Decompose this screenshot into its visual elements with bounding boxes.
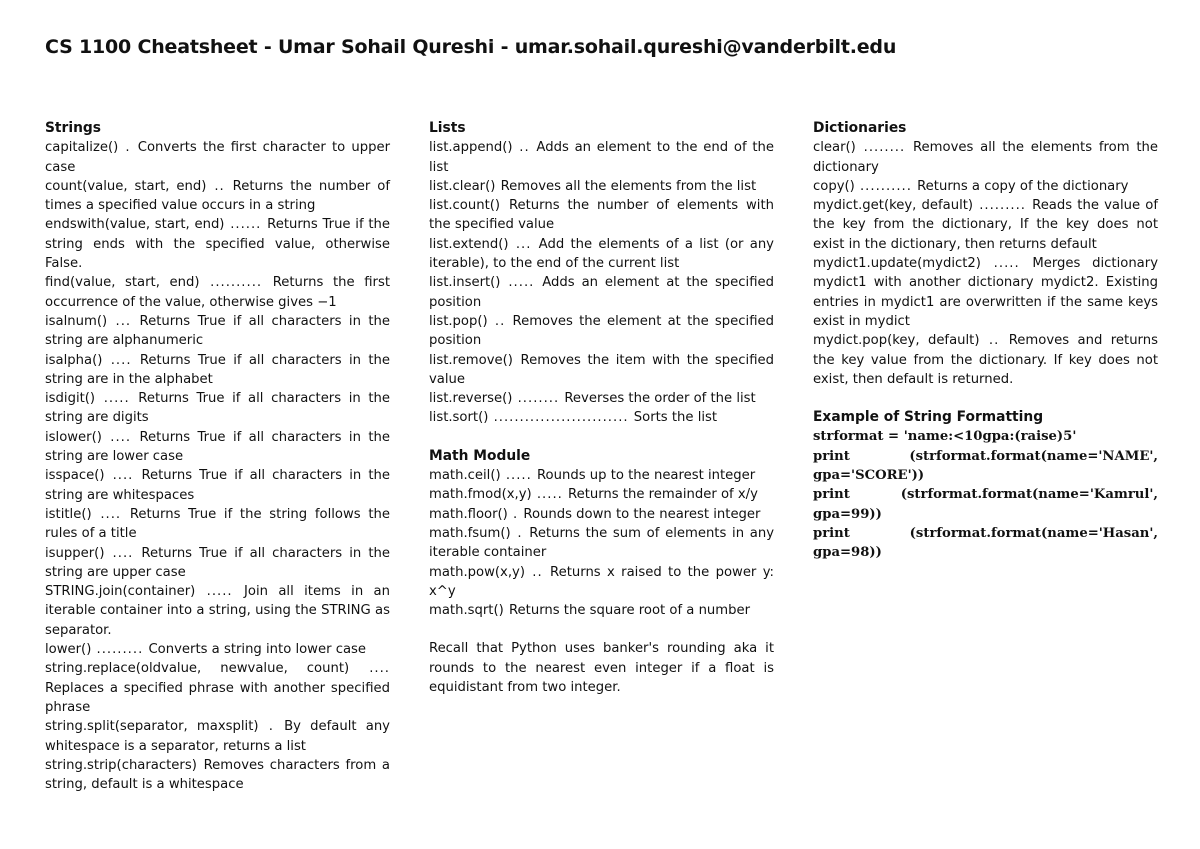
dictionaries-heading: Dictionaries (813, 120, 907, 136)
leader-dots: .... (91, 506, 130, 522)
function-description: Returns True if all characters in the string are digits (45, 391, 390, 426)
function-description: Returns the sum of elements in any iterable container (429, 525, 774, 561)
function-description: Reads the value of the key from the dictionary, If the key does not exist in the dictionary, then returns default (813, 198, 1158, 252)
function-description: Removes and returns the key value from the dictionary. If key does not exist, then default is returned. (813, 333, 1158, 387)
dictionaries-column (813, 119, 1158, 563)
lists-entry (429, 196, 774, 235)
code-line: print (strformat.format(name='Hasan', gpa=98)) (813, 525, 1158, 561)
function-name: clear() (813, 140, 856, 156)
strings-entry (45, 756, 390, 795)
leader-dots: . (510, 525, 530, 541)
leader-dots (197, 758, 204, 773)
function-description: Removes all the elements from the list (500, 178, 757, 194)
math-entry (429, 601, 774, 620)
leader-dots: ..... (500, 468, 537, 484)
strings-entry (45, 544, 390, 583)
function-description: Sorts the list (633, 410, 718, 426)
leader-dots: .. (487, 313, 513, 329)
function-name: math.sqrt() (429, 603, 504, 619)
function-name: math.floor() (429, 506, 508, 522)
leader-dots: .......................... (488, 410, 634, 426)
code-line: print (strformat.format(name='Kamrul', gpa=99)) (813, 487, 1158, 522)
function-description: Removes the element at the specified position (429, 313, 774, 349)
math-list (429, 466, 774, 620)
function-name: string.strip(characters) (45, 757, 197, 773)
function-name: list.extend() (429, 236, 509, 252)
function-name: math.fmod(x,y) (429, 487, 532, 503)
function-name: string.replace(oldvalue, newvalue, count) (45, 661, 350, 677)
leader-dots: .... (101, 429, 140, 445)
leader-dots: .. (524, 564, 551, 580)
function-description: Returns True if all characters in the string are in the alphabet (45, 352, 390, 387)
leader-dots: ...... (224, 217, 268, 233)
leader-dots: . (258, 719, 285, 735)
leader-dots: ..... (195, 584, 244, 600)
code-line: print (strformat.format(name='NAME', gpa='SCORE')) (813, 448, 1158, 484)
lists-entry (429, 273, 774, 312)
function-description: Returns True if all characters in the string are upper case (45, 545, 390, 580)
page-title: CS 1100 Cheatsheet - Umar Sohail Qureshi - umar.sohail.qureshi@vanderbilt.edu (45, 36, 897, 58)
formatting-code (813, 427, 1158, 562)
function-description: Reverses the order of the list (564, 391, 756, 407)
function-name: STRING.join(container) (45, 584, 196, 600)
function-description: Returns True if all characters in the string are alphanumeric (45, 313, 390, 349)
function-description: Removes all the elements from the dictionary (813, 140, 1158, 175)
function-description: Returns the number of times a specified value occurs in a string (45, 178, 390, 214)
function-description: Rounds up to the nearest integer (536, 468, 756, 484)
function-name: capitalize() (45, 140, 119, 156)
leader-dots: .... (104, 545, 142, 561)
function-name: list.append() (429, 140, 513, 156)
function-description: Returns True if all characters in the string are lower case (45, 429, 390, 465)
leader-dots: .... (104, 468, 142, 484)
strings-entry (45, 659, 390, 717)
function-name: isalnum() (45, 313, 108, 329)
strings-entry (45, 138, 390, 177)
function-description: Returns the remainder of x/y (568, 487, 758, 503)
math-entry (429, 524, 774, 563)
function-description: Add the elements of a list (or any iterable), to the end of the current list (429, 236, 774, 272)
dictionaries-entry (813, 196, 1158, 254)
leader-dots: ..... (980, 256, 1033, 272)
function-name: list.remove() (429, 352, 513, 368)
function-description: Rounds down to the nearest integer (523, 506, 761, 522)
function-description: Returns a copy of the dictionary (917, 178, 1129, 194)
function-description: Returns True if the string ends with the specified value, otherwise False. (45, 217, 390, 272)
leader-dots: ..... (95, 391, 139, 407)
strings-entry (45, 215, 390, 273)
function-name: list.clear() (429, 178, 496, 194)
leader-dots: ......... (91, 642, 149, 658)
function-name: isdigit() (45, 391, 96, 407)
function-name: string.split(separator, maxsplit) (45, 719, 259, 735)
function-name: mydict.pop(key, default) (813, 333, 980, 349)
math-entry (429, 485, 774, 504)
leader-dots: ..... (531, 487, 569, 503)
function-name: list.count() (429, 198, 501, 214)
leader-dots: ........ (512, 391, 565, 407)
function-description: Removes the item with the specified value (429, 352, 774, 387)
strings-entry (45, 582, 390, 640)
strings-entry (45, 351, 390, 390)
lists-entry (429, 235, 774, 274)
function-description: Returns the square root of a number (508, 603, 751, 619)
lists-entry (429, 312, 774, 351)
math-entry (429, 466, 774, 485)
leader-dots: .......... (199, 275, 273, 291)
lists-math-column (429, 119, 774, 697)
lists-heading: Lists (429, 120, 466, 136)
function-description: Merges dictionary mydict1 with another dictionary mydict2. Existing entries in mydict1 are overwritten if the same keys exist in mydict (813, 256, 1158, 329)
function-description: Returns the first occurrence of the value, otherwise gives −1 (45, 275, 390, 310)
leader-dots: .. (206, 178, 233, 194)
lists-entry (429, 351, 774, 390)
function-name: isupper() (45, 545, 105, 561)
function-name: list.insert() (429, 275, 501, 291)
strings-entry (45, 505, 390, 544)
function-name: math.pow(x,y) (429, 564, 525, 580)
leader-dots: ........ (855, 140, 913, 156)
function-description: Adds an element to the end of the list (429, 140, 774, 175)
lists-entry (429, 138, 774, 177)
function-description: Removes characters from a string, default is a whitespace (45, 757, 390, 793)
function-name: math.ceil() (429, 468, 501, 484)
lists-entry (429, 408, 774, 427)
function-name: endswith(value, start, end) (45, 217, 225, 233)
math-heading: Math Module (429, 447, 531, 464)
leader-dots: . (118, 140, 138, 156)
function-name: istitle() (45, 506, 92, 522)
strings-entry (45, 428, 390, 467)
formatting-heading: Example of String Formatting (813, 409, 1044, 426)
strings-heading: Strings (45, 120, 101, 136)
strings-entry (45, 717, 390, 756)
function-name: mydict.get(key, default) (813, 198, 974, 214)
function-name: math.fsum() (429, 525, 511, 541)
leader-dots: .. (979, 333, 1009, 349)
function-description: Replaces a specified phrase with another specified phrase (45, 680, 390, 715)
leader-dots (500, 198, 509, 213)
function-name: list.pop() (429, 313, 488, 329)
math-entry (429, 505, 774, 524)
dictionaries-list (813, 138, 1158, 389)
dictionaries-entry (813, 138, 1158, 177)
function-name: lower() (45, 642, 92, 658)
function-description: Returns True if the string follows the rules of a title (45, 506, 390, 542)
strings-entry (45, 312, 390, 351)
leader-dots: ..... (500, 275, 543, 291)
leader-dots (513, 353, 521, 368)
function-description: Converts a string into lower case (148, 642, 367, 658)
dictionaries-entry (813, 254, 1158, 331)
function-description: Adds an element at the specified position (429, 275, 775, 310)
lists-list (429, 138, 774, 427)
function-name: mydict1.update(mydict2) (813, 256, 981, 272)
strings-entry (45, 466, 390, 505)
function-name: isspace() (45, 468, 105, 484)
strings-entry (45, 640, 390, 659)
function-description: Returns x raised to the power y: x^y (429, 564, 774, 599)
function-description: Returns True if all characters in the string are whitespaces (45, 468, 390, 503)
strings-entry (45, 177, 390, 216)
leader-dots: ......... (973, 198, 1033, 214)
leader-dots: .... (102, 352, 140, 368)
function-name: copy() (813, 178, 855, 194)
function-description: By default any whitespace is a separator, returns a list (45, 719, 390, 754)
leader-dots: ... (508, 236, 539, 252)
function-description: Converts the first character to upper case (45, 140, 390, 175)
function-name: list.sort() (429, 410, 489, 426)
dictionaries-entry (813, 177, 1158, 196)
function-name: islower() (45, 429, 102, 445)
function-name: count(value, start, end) (45, 178, 207, 194)
function-name: find(value, start, end) (45, 275, 200, 291)
leader-dots: . (507, 506, 524, 522)
leader-dots: .. (512, 140, 537, 156)
strings-column (45, 119, 390, 794)
rounding-note: Recall that Python uses banker's rounding aka it rounds to the nearest even integer if a float is equidistant from two integer. (429, 641, 774, 696)
strings-entry (45, 389, 390, 428)
function-description: Join all items in an iterable container into a string, using the STRING as separator. (45, 584, 390, 638)
leader-dots: ... (107, 313, 140, 329)
math-entry (429, 563, 774, 602)
leader-dots: .......... (854, 178, 918, 194)
function-name: list.reverse() (429, 391, 513, 407)
function-description: Returns the number of elements with the specified value (429, 198, 774, 233)
strings-list (45, 138, 390, 794)
strings-entry (45, 273, 390, 312)
dictionaries-entry (813, 331, 1158, 389)
function-name: isalpha() (45, 352, 103, 368)
lists-entry (429, 389, 774, 408)
code-line: strformat = 'name:<10gpa:(raise)5' (813, 429, 1077, 445)
lists-entry (429, 177, 774, 196)
leader-dots: .... (349, 661, 390, 677)
